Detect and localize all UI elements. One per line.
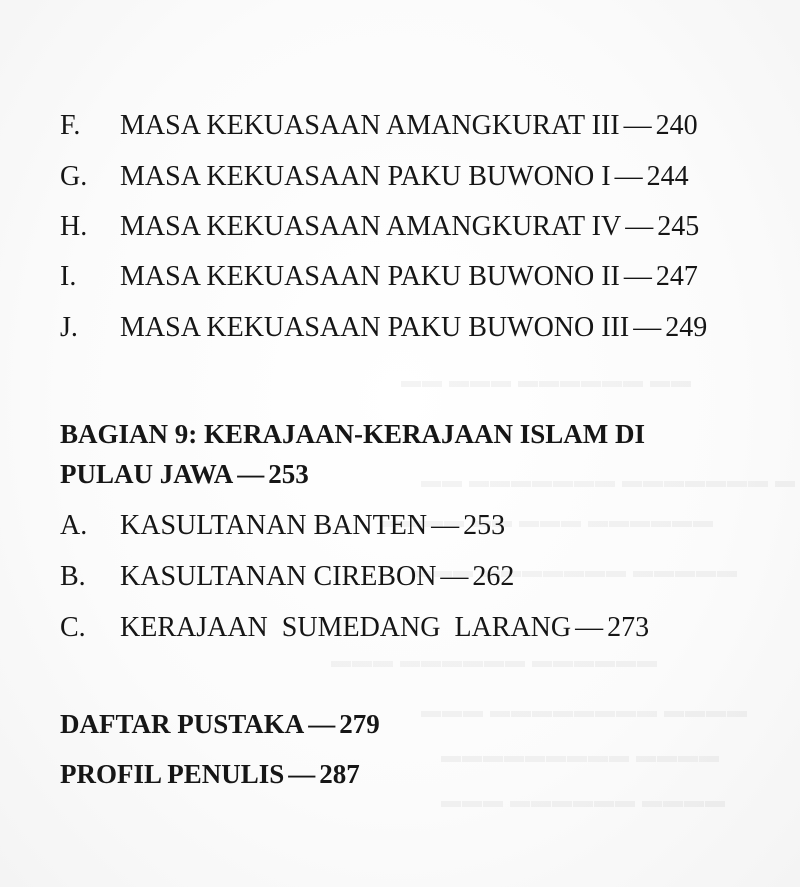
part-heading: BAGIAN 9: KERAJAAN-KERAJAAN ISLAM DI — [60, 419, 646, 449]
toc-entry-page: 273 — [607, 612, 650, 643]
toc-entry-title: KASULTANAN CIREBON — [120, 561, 437, 592]
toc-entry-dash: — — [623, 261, 652, 292]
toc-entry-letter: F. — [60, 110, 81, 141]
toc-entry-letter: J. — [60, 312, 78, 343]
toc-entry-page: 245 — [657, 211, 700, 242]
toc-entry-dash: — — [440, 561, 469, 592]
toc-entry-title: KASULTANAN BANTEN — [120, 510, 428, 541]
toc-entry-page: 247 — [655, 261, 698, 292]
toc-entry-title: KERAJAAN SUMEDANG LARANG — [120, 612, 572, 643]
toc-entry-title: MASA KEKUASAAN PAKU BUWONO II — [120, 261, 620, 292]
back-matter-entry — [60, 711, 380, 738]
toc-entry-title: MASA KEKUASAAN AMANGKURAT III — [120, 110, 620, 141]
back-matter-title: DAFTAR PUSTAKA — [60, 709, 305, 739]
show-through-text — [440, 790, 725, 813]
toc-entry-page: 249 — [665, 312, 708, 343]
toc-entry-page: 244 — [646, 161, 689, 192]
part-heading-page: 253 — [268, 459, 309, 489]
part-heading-dash: — — [237, 459, 265, 489]
toc-entry-page: 253 — [463, 510, 506, 541]
toc-entry-dash: — — [625, 211, 654, 242]
toc-entry-letter: H. — [60, 211, 88, 242]
toc-entry-dash: — — [633, 312, 662, 343]
show-through-text — [420, 470, 795, 493]
back-matter-entry — [60, 761, 360, 788]
toc-entry-dash: — — [431, 510, 460, 541]
back-matter-page: 287 — [319, 759, 360, 789]
toc-entry-title: MASA KEKUASAAN PAKU BUWONO I — [120, 161, 611, 192]
back-matter-page: 279 — [339, 709, 380, 739]
toc-entry-dash: — — [614, 161, 643, 192]
show-through-text — [440, 745, 719, 768]
part-heading-continued — [60, 461, 309, 488]
toc-entry-title: MASA KEKUASAAN PAKU BUWONO III — [120, 312, 630, 343]
back-matter-dash: — — [288, 759, 316, 789]
toc-entry-letter: G. — [60, 161, 88, 192]
toc-entry-letter: A. — [60, 510, 88, 541]
toc-entry-page: 262 — [472, 561, 515, 592]
toc-entry-page: 240 — [655, 110, 698, 141]
part-heading-title: PULAU JAWA — [60, 459, 234, 489]
back-matter-title: PROFIL PENULIS — [60, 759, 285, 789]
show-through-text — [420, 700, 747, 723]
toc-entry-dash: — — [575, 612, 604, 643]
back-matter-dash: — — [308, 709, 336, 739]
show-through-text — [330, 650, 657, 673]
toc-entry-dash: — — [623, 110, 652, 141]
show-through-text — [400, 370, 691, 393]
toc-entry-title: MASA KEKUASAAN AMANGKURAT IV — [120, 211, 622, 242]
toc-entry-letter: C. — [60, 612, 86, 643]
toc-entry-letter: B. — [60, 561, 86, 592]
toc-entry-letter: I. — [60, 261, 77, 292]
